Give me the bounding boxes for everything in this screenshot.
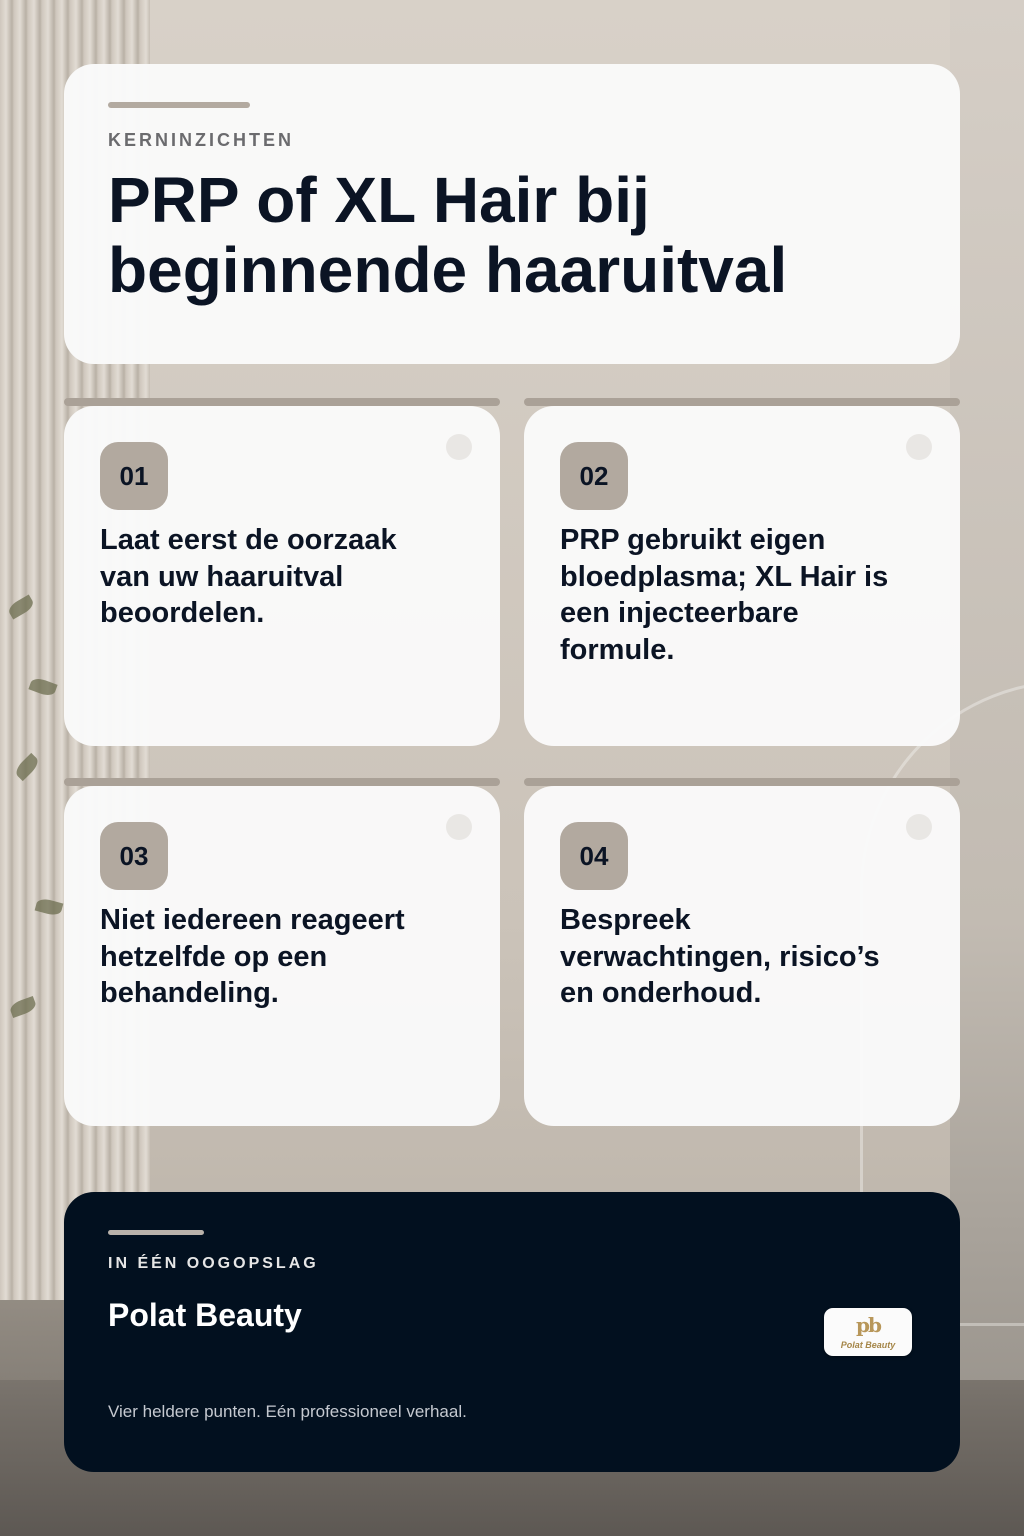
card-top-strip [64, 778, 500, 786]
card-dot [906, 814, 932, 840]
card-dot [446, 814, 472, 840]
card-dot [906, 434, 932, 460]
footer-accent-line [108, 1230, 204, 1235]
page-title: PRP of XL Hair bij beginnende haaruitval [108, 164, 788, 306]
point-text: PRP gebruikt eigen bloedplasma; XL Hair is een injecteerbare formule. [560, 524, 889, 666]
header-card [64, 64, 960, 364]
logo-mark: pb [856, 1313, 880, 1337]
point-card-1 [64, 406, 500, 746]
card-top-strip [524, 778, 960, 786]
point-text: Niet iedereen reageert hetzelfde op een behandeling. [100, 904, 405, 1009]
brand-logo [824, 1308, 912, 1356]
point-card-4 [524, 786, 960, 1126]
point-number-badge: 03 [100, 822, 168, 890]
footer-card [64, 1192, 960, 1472]
card-top-strip [524, 398, 960, 406]
point-text: Bespreek verwachtingen, risico’s en onderhoud. [560, 904, 880, 1009]
footer-eyebrow: IN ÉÉN OOGOPSLAG [108, 1255, 319, 1272]
point-number-badge: 02 [560, 442, 628, 510]
point-number-badge: 04 [560, 822, 628, 890]
card-dot [446, 434, 472, 460]
card-top-strip [64, 398, 500, 406]
point-card-2 [524, 406, 960, 746]
footer-tagline: Vier heldere punten. Eén professioneel verhaal. [108, 1402, 467, 1421]
header-accent-line [108, 102, 250, 108]
point-card-3 [64, 786, 500, 1126]
brand-name: Polat Beauty [108, 1297, 302, 1333]
point-number-badge: 01 [100, 442, 168, 510]
header-eyebrow: KERNINZICHTEN [108, 130, 294, 150]
logo-name: Polat Beauty [840, 1340, 896, 1350]
point-text: Laat eerst de oorzaak van uw haaruitval beoordelen. [100, 524, 397, 629]
